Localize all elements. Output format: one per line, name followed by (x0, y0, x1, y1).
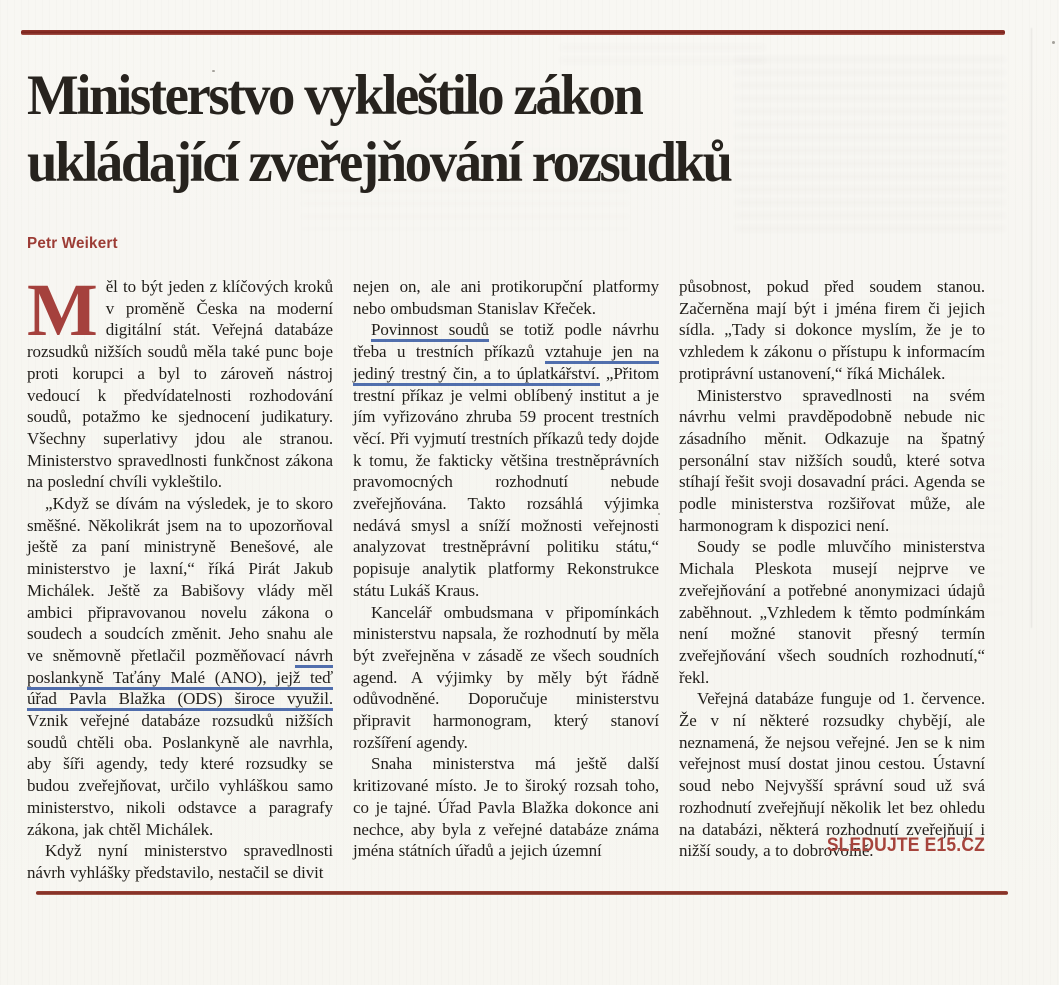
headline-line-1: Ministerstvo vykleštilo zákon (27, 64, 642, 127)
text-run: Snaha ministerstva má ještě další kritizované místo. Je to široký rozsah toho, co je tajné. Úřad Pavla Blažka dokonce ani nechce, aby byla z veřejné databáze známa jména státních úřadů a jejich územní (353, 754, 659, 861)
pen-underline-annotation: návrh poslankyně Taťány Malé (ANO), jejž teď úřad Pavla Blažka (ODS) široce využil. (27, 646, 333, 711)
article-paragraph (353, 276, 659, 319)
text-run: nejen on, ale ani protikorupční platformy nebo ombudsman Stanislav Křeček. (353, 277, 659, 318)
text-run: „Přitom trestní příkaz je velmi oblíbený institut a je jím vyřizováno zhruba 59 procent trestních věcí. Při vyjmutí trestních příkazů tedy dojde k tomu, že fakticky většina trestněprávních pravomocných rozhodnutí nebude zveřejňována. Takto rozsáhlá výjimka nedává smysl a sníží možnosti veřejnosti analyzovat trestněprávní politiku státu,“ popisuje analytik platformy Rekonstrukce státu Lukáš Kraus. (353, 363, 660, 600)
byline: Petr Weikert (27, 235, 118, 252)
headline-line-2: ukládající zveřejňování rozsudků (27, 131, 731, 194)
top-section-rule (21, 30, 1005, 35)
article-paragraph (679, 536, 985, 688)
article-paragraph (353, 319, 659, 601)
text-run: působnost, pokud před soudem stanou. Začerněna mají být i jména firem či jejich sídla. „Tady si dokonce myslím, že je to vzhledem k zákonu o přístupu k informacím protiprávní ustanovení,“ říká Michálek. (679, 277, 985, 383)
pen-underline-annotation: vztahuje jen na jediný trestný čin, a to úplatkářství. (353, 342, 659, 386)
footer-cta: SLEDUJTE E15.CZ (826, 835, 985, 856)
article-paragraph (27, 840, 333, 883)
article-paragraph (679, 276, 985, 385)
text-run: se totiž podle návrhu třeba u trestních příkazů (353, 320, 659, 362)
page-fold-line (1031, 28, 1032, 628)
pen-underline-annotation: Povinnost soudů (371, 320, 489, 342)
article-paragraph (353, 753, 659, 862)
bottom-section-rule (36, 891, 1008, 895)
article-paragraph (27, 269, 333, 493)
article-column (27, 269, 333, 882)
text-run: Vznik veřejné databáze rozsudků nižších soudů chtěli oba. Poslankyně ale navrhla, aby šíři agendy, tedy které rozsudky se budou zveřejňovat, určilo vyhláškou samo ministerstvo, nikoli odstavce a paragrafy zákona, jak chtěl Michálek. (27, 711, 333, 839)
text-run: „Když se dívám na výsledek, je to skoro směšné. Několikrát jsem na to upozorňoval ještě za paní ministryně Benešové, ale ministerstvo je laxní,“ říká Pirát Jakub Michálek. Ještě za Babišovy vlády měl ambici připravovanou novelu zákona o soudech a soudcích změnit. Jeho snahu ale ve sněmovně přetlačil pozměňovací (27, 494, 333, 665)
scan-speck (1052, 41, 1055, 44)
article-columns (27, 269, 985, 882)
article-headline (27, 62, 1027, 196)
text-run: Soudy se podle mluvčího ministerstva Michala Pleskota musejí nejprve ve zveřejňování a potřebné anonymizaci údajů zaběhnout. „Vzhledem k těmto podmínkám není možné stanovit přesný termín zveřejňování všech soudních rozhodnutí,“ řekl. (679, 537, 985, 687)
text-run: Ministerstvo spravedlnosti na svém návrhu velmi pravděpodobně nebude nic zásadního měnit. Odkazuje na špatný personální stav nižších soudů, které sotva stíhají řešit svoji dosavadní práci. Agenda se podle ministerstva rozšiřovat může, ale harmonogram k dispozici není. (679, 385, 985, 535)
text-run: Když nyní ministerstvo spravedlnosti návrh vyhlášky představilo, nestačil se divit (27, 841, 333, 882)
text-run: ěl to být jeden z klíčových kroků v proměně Česka na moderní digitální stát. Veřejná databáze rozsudků nižších soudů měla také punc boje proti korupci a byl to zároveň nástroj vedoucí k předvídatelnosti rozhodování soudů, potažmo ke sjednocení judikatury. Všechny superlativy jdou ale stranou. Ministerstvo spravedlnosti funkčnost zákona na poslední chvíli vykleštilo. (27, 277, 333, 492)
drop-cap: M (27, 269, 98, 352)
article-paragraph (27, 493, 333, 840)
text-run: Veřejná databáze funguje od 1. července. Že v ní některé rozsudky chybějí, ale neznamená, že nejsou veřejné. Jen se k nim veřejnost musí dostat jinou cestou. Ústavní soud nebo Nejvyšší správní soud už svá rozhodnutí zveřejňují několik let bez ohledu na databázi, některá rozhodnutí zveřejňují i nižší soudy, a to dobrovolně. (679, 689, 985, 861)
text-run: Kancelář ombudsmana v připomínkách ministerstvu napsala, že rozhodnutí by měla být zveřejněna v zásadě ze všech soudních agend. A výjimky by měly být řádně odůvodněné. Doporučuje ministerstvu připravit harmonogram, který stanoví rozšíření agendy. (353, 602, 659, 752)
article-column (679, 276, 985, 876)
article-paragraph (353, 602, 659, 754)
article-column (353, 276, 659, 876)
article-paragraph (679, 385, 985, 537)
